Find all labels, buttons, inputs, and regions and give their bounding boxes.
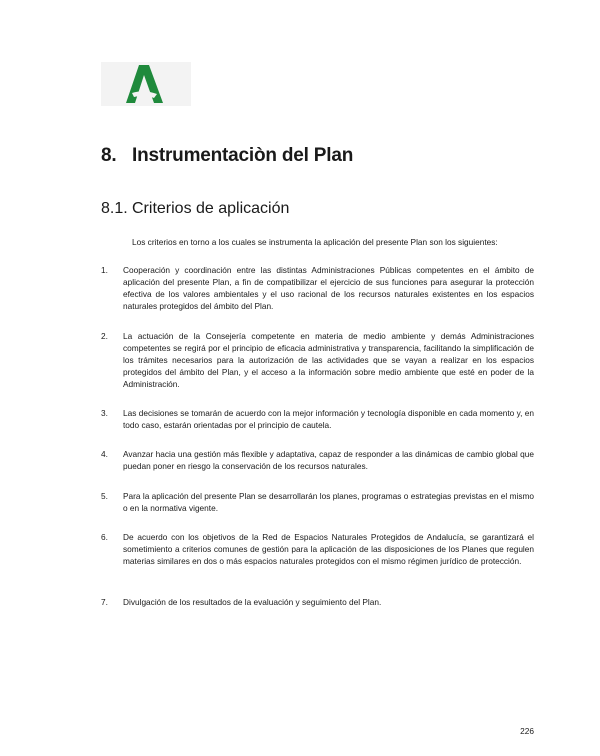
list-item-text: Avanzar hacia una gestión más flexible y adaptativa, capaz de responder a las dinámicas de cambio global que puedan poner en riesgo la conservación de los recursos naturales. [123, 449, 534, 471]
list-item-text: Divulgación de los resultados de la evaluación y seguimiento del Plan. [123, 597, 382, 607]
logo-a-icon [123, 62, 169, 106]
list-item-number: 4. [101, 449, 108, 459]
list-item-text: De acuerdo con los objetivos de la Red de Espacios Naturales Protegidos de Andalucía, se garantizará el sometimiento a criterios comunes de gestión para la aplicación de las disposiciones de los Planes que regulen materias similares en dos o más espacios naturales protegidos con el mismo régimen jurídico de protección. [123, 532, 534, 566]
chapter-title: Instrumentaciòn del Plan [132, 145, 354, 166]
list-item-number: 5. [101, 491, 108, 501]
list-item-number: 2. [101, 331, 108, 341]
list-item-number: 7. [101, 597, 108, 607]
section-title: Criterios de aplicación [132, 200, 290, 217]
list-item-text: Las decisiones se tomarán de acuerdo con la mejor información y tecnología disponible en cada momento y, en todo caso, estarán orientadas por el principio de cautela. [123, 408, 534, 430]
section-number: 8.1. [101, 200, 128, 217]
list-item-number: 3. [101, 408, 108, 418]
intro-paragraph: Los criterios en torno a los cuales se instrumenta la aplicación del presente Plan son los siguientes: [132, 237, 498, 247]
list-item-number: 6. [101, 532, 108, 542]
chapter-heading [101, 145, 353, 167]
list-item-text: Para la aplicación del presente Plan se desarrollarán los planes, programas o estrategias previstas en el mismo o en la normativa vigente. [123, 491, 534, 513]
list-item-text: Cooperación y coordinación entre las distintas Administraciones Públicas competentes en el ámbito de aplicación del presente Plan, a fin de compatibilizar el ejercicio de sus funciones para asegurar la protección efectiva de los valores ambientales y el uso racional de los recursos naturales existentes en los espacios naturales protegidos del ámbito del Plan. [123, 265, 534, 311]
junta-andalucia-logo [101, 62, 191, 106]
page-number: 226 [520, 726, 534, 736]
list-item-text: La actuación de la Consejería competente en materia de medio ambiente y demás Administraciones competentes se regirá por el principio de eficacia administrativa y transparencia, facilitando la simplificación de los trámites necesarios para la autorización de las actividades que se vayan a realizar en los espacios protegidos del ámbito del Plan, y el acceso a la información sobre medio ambiente que esté en poder de la Administración. [123, 331, 534, 389]
section-heading [101, 200, 289, 218]
list-item-number: 1. [101, 265, 108, 275]
chapter-number: 8. [101, 145, 117, 166]
